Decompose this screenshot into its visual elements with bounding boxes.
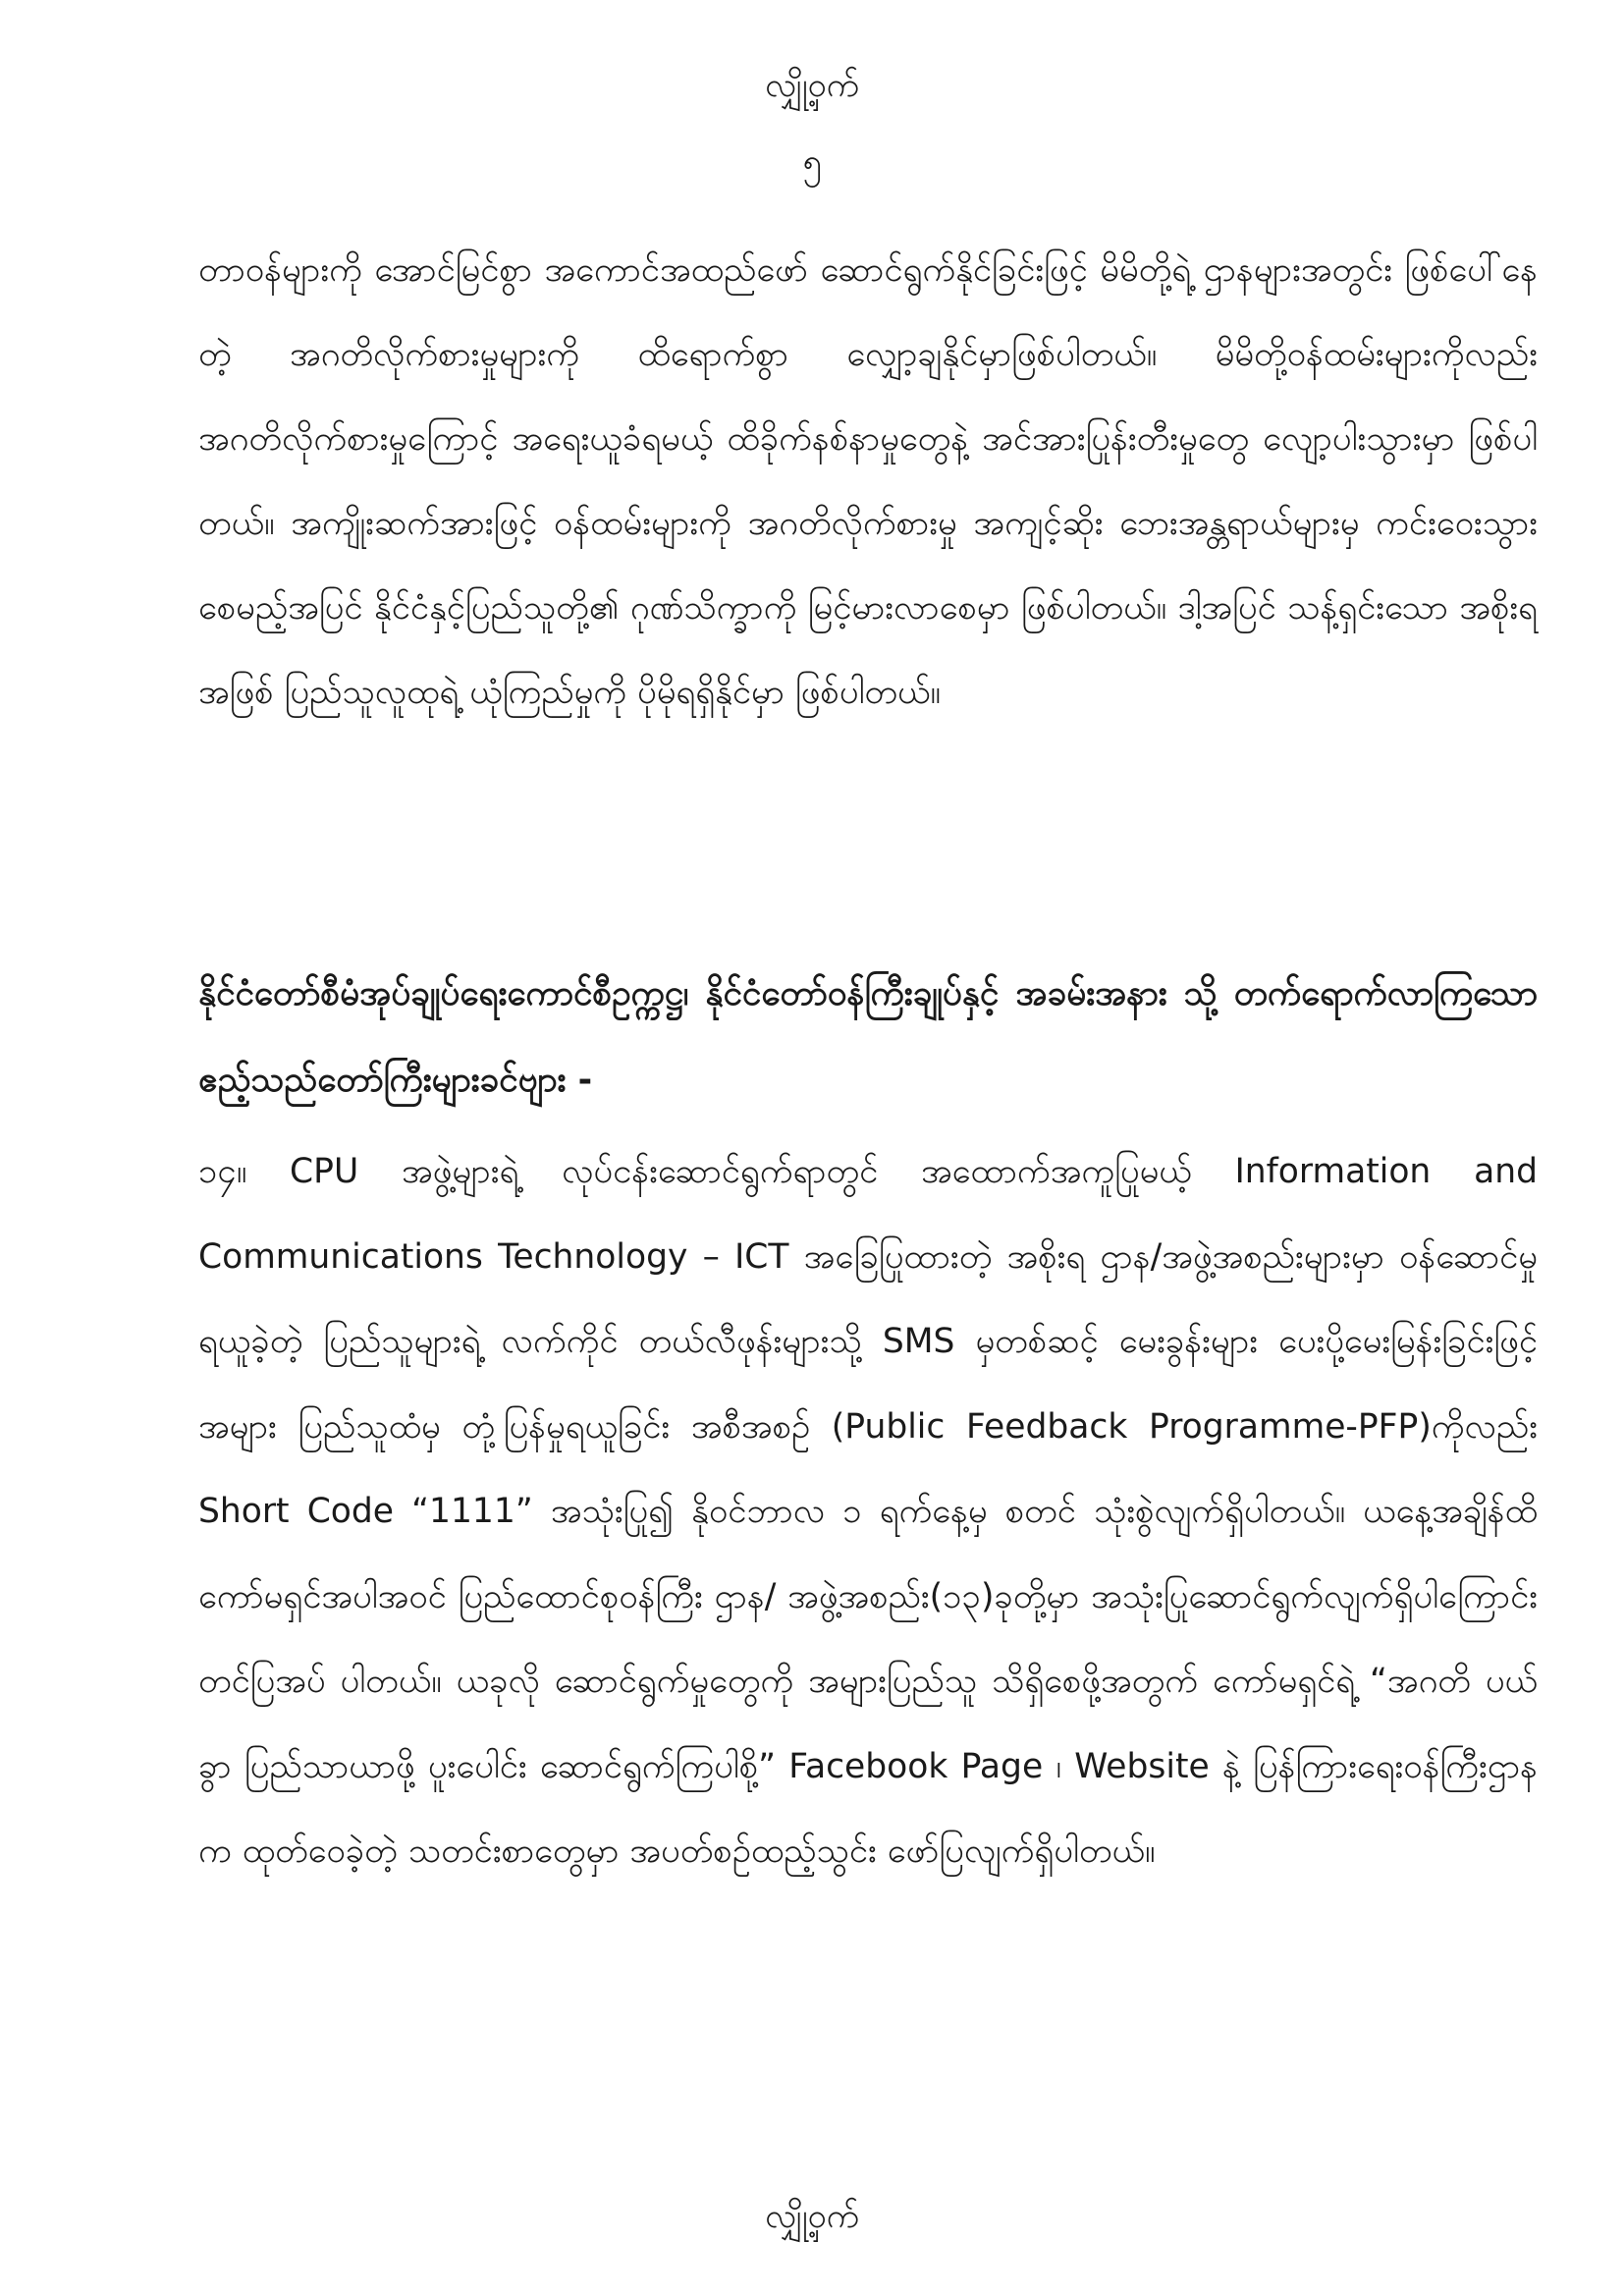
section-heading: နိုင်ငံတော်စီမံအုပ်ချုပ်ရေးကောင်စီဥက္ကဋ္ဌ၊ နိုင်ငံတော်ဝန်ကြီးချုပ်နှင့် အခမ်းအနား သို့ တက်ရောက်လာကြသော ဧည့်သည်တော်ကြီးများခင်ဗျား - [198,974,1538,1100]
body-paragraph-1: တာဝန်များကို အောင်မြင်စွာ အကောင်အထည်ဖော် ဆောင်ရွက်နိုင်ခြင်းဖြင့် မိမိတို့ရဲ့ ဌာနများအတွင်း ဖြစ်ပေါ်နေတဲ့ အဂတိလိုက်စားမှုများကို ထိရောက်စွာ လျှော့ချနိုင်မှာဖြစ်ပါတယ်။ မိမိတို့ဝန်ထမ်းများကိုလည်း အဂတိလိုက်စားမှုကြောင့် အရေးယူခံရမယ့် ထိခိုက်နစ်နာမှုတွေနဲ့ အင်အားပြုန်းတီးမှုတွေ လျော့ပါးသွားမှာ ဖြစ်ပါတယ်။ အကျိုးဆက်အားဖြင့် ဝန်ထမ်းများကို အဂတိလိုက်စားမှု အကျင့်ဆိုး ဘေးအန္တရာယ်များမှ ကင်းဝေးသွားစေမည့်အပြင် နိုင်ငံနှင့်ပြည်သူတို့၏ ဂုဏ်သိက္ခာကို မြင့်မားလာစေမှာ ဖြစ်ပါတယ်။ ဒါ့အပြင် သန့်ရှင်းသော အစိုးရအဖြစ် ပြည်သူလူထုရဲ့ ယုံကြည်မှုကို ပိုမိုရရှိနိုင်မှာ ဖြစ်ပါတယ်။ [198,250,1538,712]
body-paragraph-2: ၁၄။ CPU အဖွဲ့များရဲ့ လုပ်ငန်းဆောင်ရွက်ရာတွင် အထောက်အကူပြုမယ့် Information and Communications Technology – ICT အခြေပြုထားတဲ့ အစိုးရ ဌာန/အဖွဲ့အစည်းများမှာ ဝန်ဆောင်မှုရယူခဲ့တဲ့ ပြည်သူများရဲ့ လက်ကိုင် တယ်လီဖုန်းများသို့ SMS မှတစ်ဆင့် မေးခွန်းများ ပေးပို့မေးမြန်းခြင်းဖြင့် အများ ပြည်သူထံမှ တုံ့ပြန်မှုရယူခြင်း အစီအစဉ် (Public Feedback Programme-PFP)ကိုလည်း Short Code “1111” အသုံးပြု၍ နိုဝင်ဘာလ ၁ ရက်နေ့မှ စတင် သုံးစွဲလျက်ရှိပါတယ်။ ယနေ့အချိန်ထိ ကော်မရှင်အပါအဝင် ပြည်ထောင်စုဝန်ကြီး ဌာန/ အဖွဲ့အစည်း(၁၃)ခုတို့မှာ အသုံးပြုဆောင်ရွက်လျက်ရှိပါကြောင်း တင်ပြအပ် ပါတယ်။ ယခုလို ဆောင်ရွက်မှုတွေကို အများပြည်သူ သိရှိစေဖို့အတွက် ကော်မရှင်ရဲ့ “အဂတိ ပယ်ခွာ ပြည်သာယာဖို့ ပူးပေါင်း ဆောင်ရွက်ကြပါစို့” Facebook Page ၊ Website နဲ့ ပြန်ကြားရေးဝန်ကြီးဌာနက ထုတ်ဝေခဲ့တဲ့ သတင်းစာတွေမှာ အပတ်စဉ်ထည့်သွင်း ဖော်ပြလျက်ရှိပါတယ်။ [198,1152,1538,1871]
page-number: ၅ [802,142,822,182]
classification-header: လျှို့ဝှက် [765,66,859,105]
classification-footer: လျှို့ဝှက် [765,2197,859,2236]
